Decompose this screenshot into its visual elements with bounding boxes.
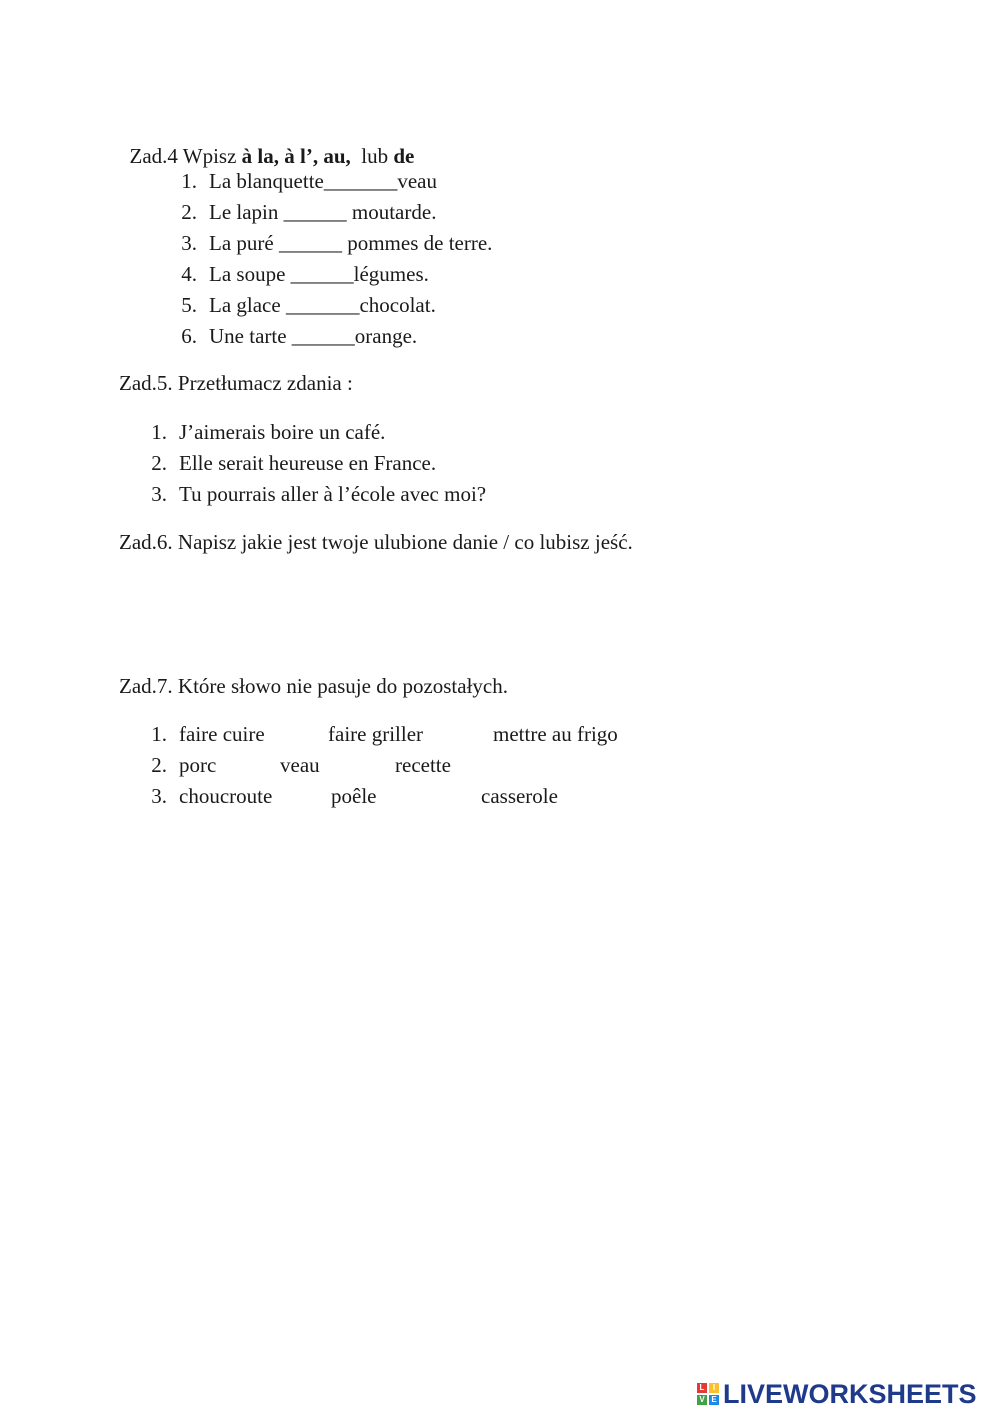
zad7-word[interactable]: poêle xyxy=(331,784,377,808)
zad4-item[interactable]: La soupe ______légumes. xyxy=(209,262,429,286)
zad4-heading-prefix: Zad.4 Wpisz xyxy=(129,144,242,168)
logo-letter: V xyxy=(697,1395,707,1405)
zad4-item-number: 3. xyxy=(181,231,197,255)
zad7-word[interactable]: porc xyxy=(179,753,217,777)
zad4-item-number: 5. xyxy=(181,293,197,317)
liveworksheets-logo xyxy=(697,1380,977,1408)
zad7-heading: Zad.7. Które słowo nie pasuje do pozostałych. xyxy=(119,674,508,698)
zad4-item[interactable]: La blanquette_______veau xyxy=(209,169,438,193)
brand-name: LIVEWORKSHEETS xyxy=(723,1378,977,1409)
zad7-item-number: 1. xyxy=(151,722,167,746)
zad7-word[interactable]: choucroute xyxy=(179,784,273,808)
zad4-heading-option-de: de xyxy=(393,144,415,168)
zad4-item-number: 6. xyxy=(181,324,197,348)
zad4-item[interactable]: Le lapin ______ moutarde. xyxy=(209,200,437,224)
zad5-item-number: 3. xyxy=(151,482,167,506)
zad4-item-number: 1. xyxy=(181,169,197,193)
zad5-item: Elle serait heureuse en France. xyxy=(179,451,437,475)
logo-letter: E xyxy=(709,1395,719,1405)
zad7-word[interactable]: veau xyxy=(280,753,320,777)
zad7-item-number: 3. xyxy=(151,784,167,808)
zad4-item-number: 2. xyxy=(181,200,197,224)
zad7-word[interactable]: recette xyxy=(395,753,451,777)
zad7-word[interactable]: mettre au frigo xyxy=(493,722,618,746)
zad5-item: J’aimerais boire un café. xyxy=(179,420,386,444)
zad6-heading: Zad.6. Napisz jakie jest twoje ulubione danie / co lubisz jeść. xyxy=(119,530,633,554)
zad5-item: Tu pourrais aller à l’école avec moi? xyxy=(179,482,487,506)
zad5-heading: Zad.5. Przetłumacz zdania : xyxy=(119,371,353,395)
logo-letter: L xyxy=(697,1383,707,1393)
zad5-item-number: 2. xyxy=(151,451,167,475)
zad4-heading-mid: lub xyxy=(350,144,394,168)
zad4-item[interactable]: La glace _______chocolat. xyxy=(209,293,436,317)
zad7-word[interactable]: casserole xyxy=(481,784,558,808)
zad7-word[interactable]: faire griller xyxy=(328,722,424,746)
zad4-heading xyxy=(119,120,414,168)
logo-grid-icon xyxy=(697,1383,719,1405)
zad4-item[interactable]: La puré ______ pommes de terre. xyxy=(209,231,493,255)
logo-letter: I xyxy=(709,1383,719,1393)
zad5-item-number: 1. xyxy=(151,420,167,444)
zad4-item-number: 4. xyxy=(181,262,197,286)
zad4-item[interactable]: Une tarte ______orange. xyxy=(209,324,418,348)
zad4-heading-options: à la, à l’, au, xyxy=(241,144,351,168)
zad7-word[interactable]: faire cuire xyxy=(179,722,265,746)
zad7-item-number: 2. xyxy=(151,753,167,777)
